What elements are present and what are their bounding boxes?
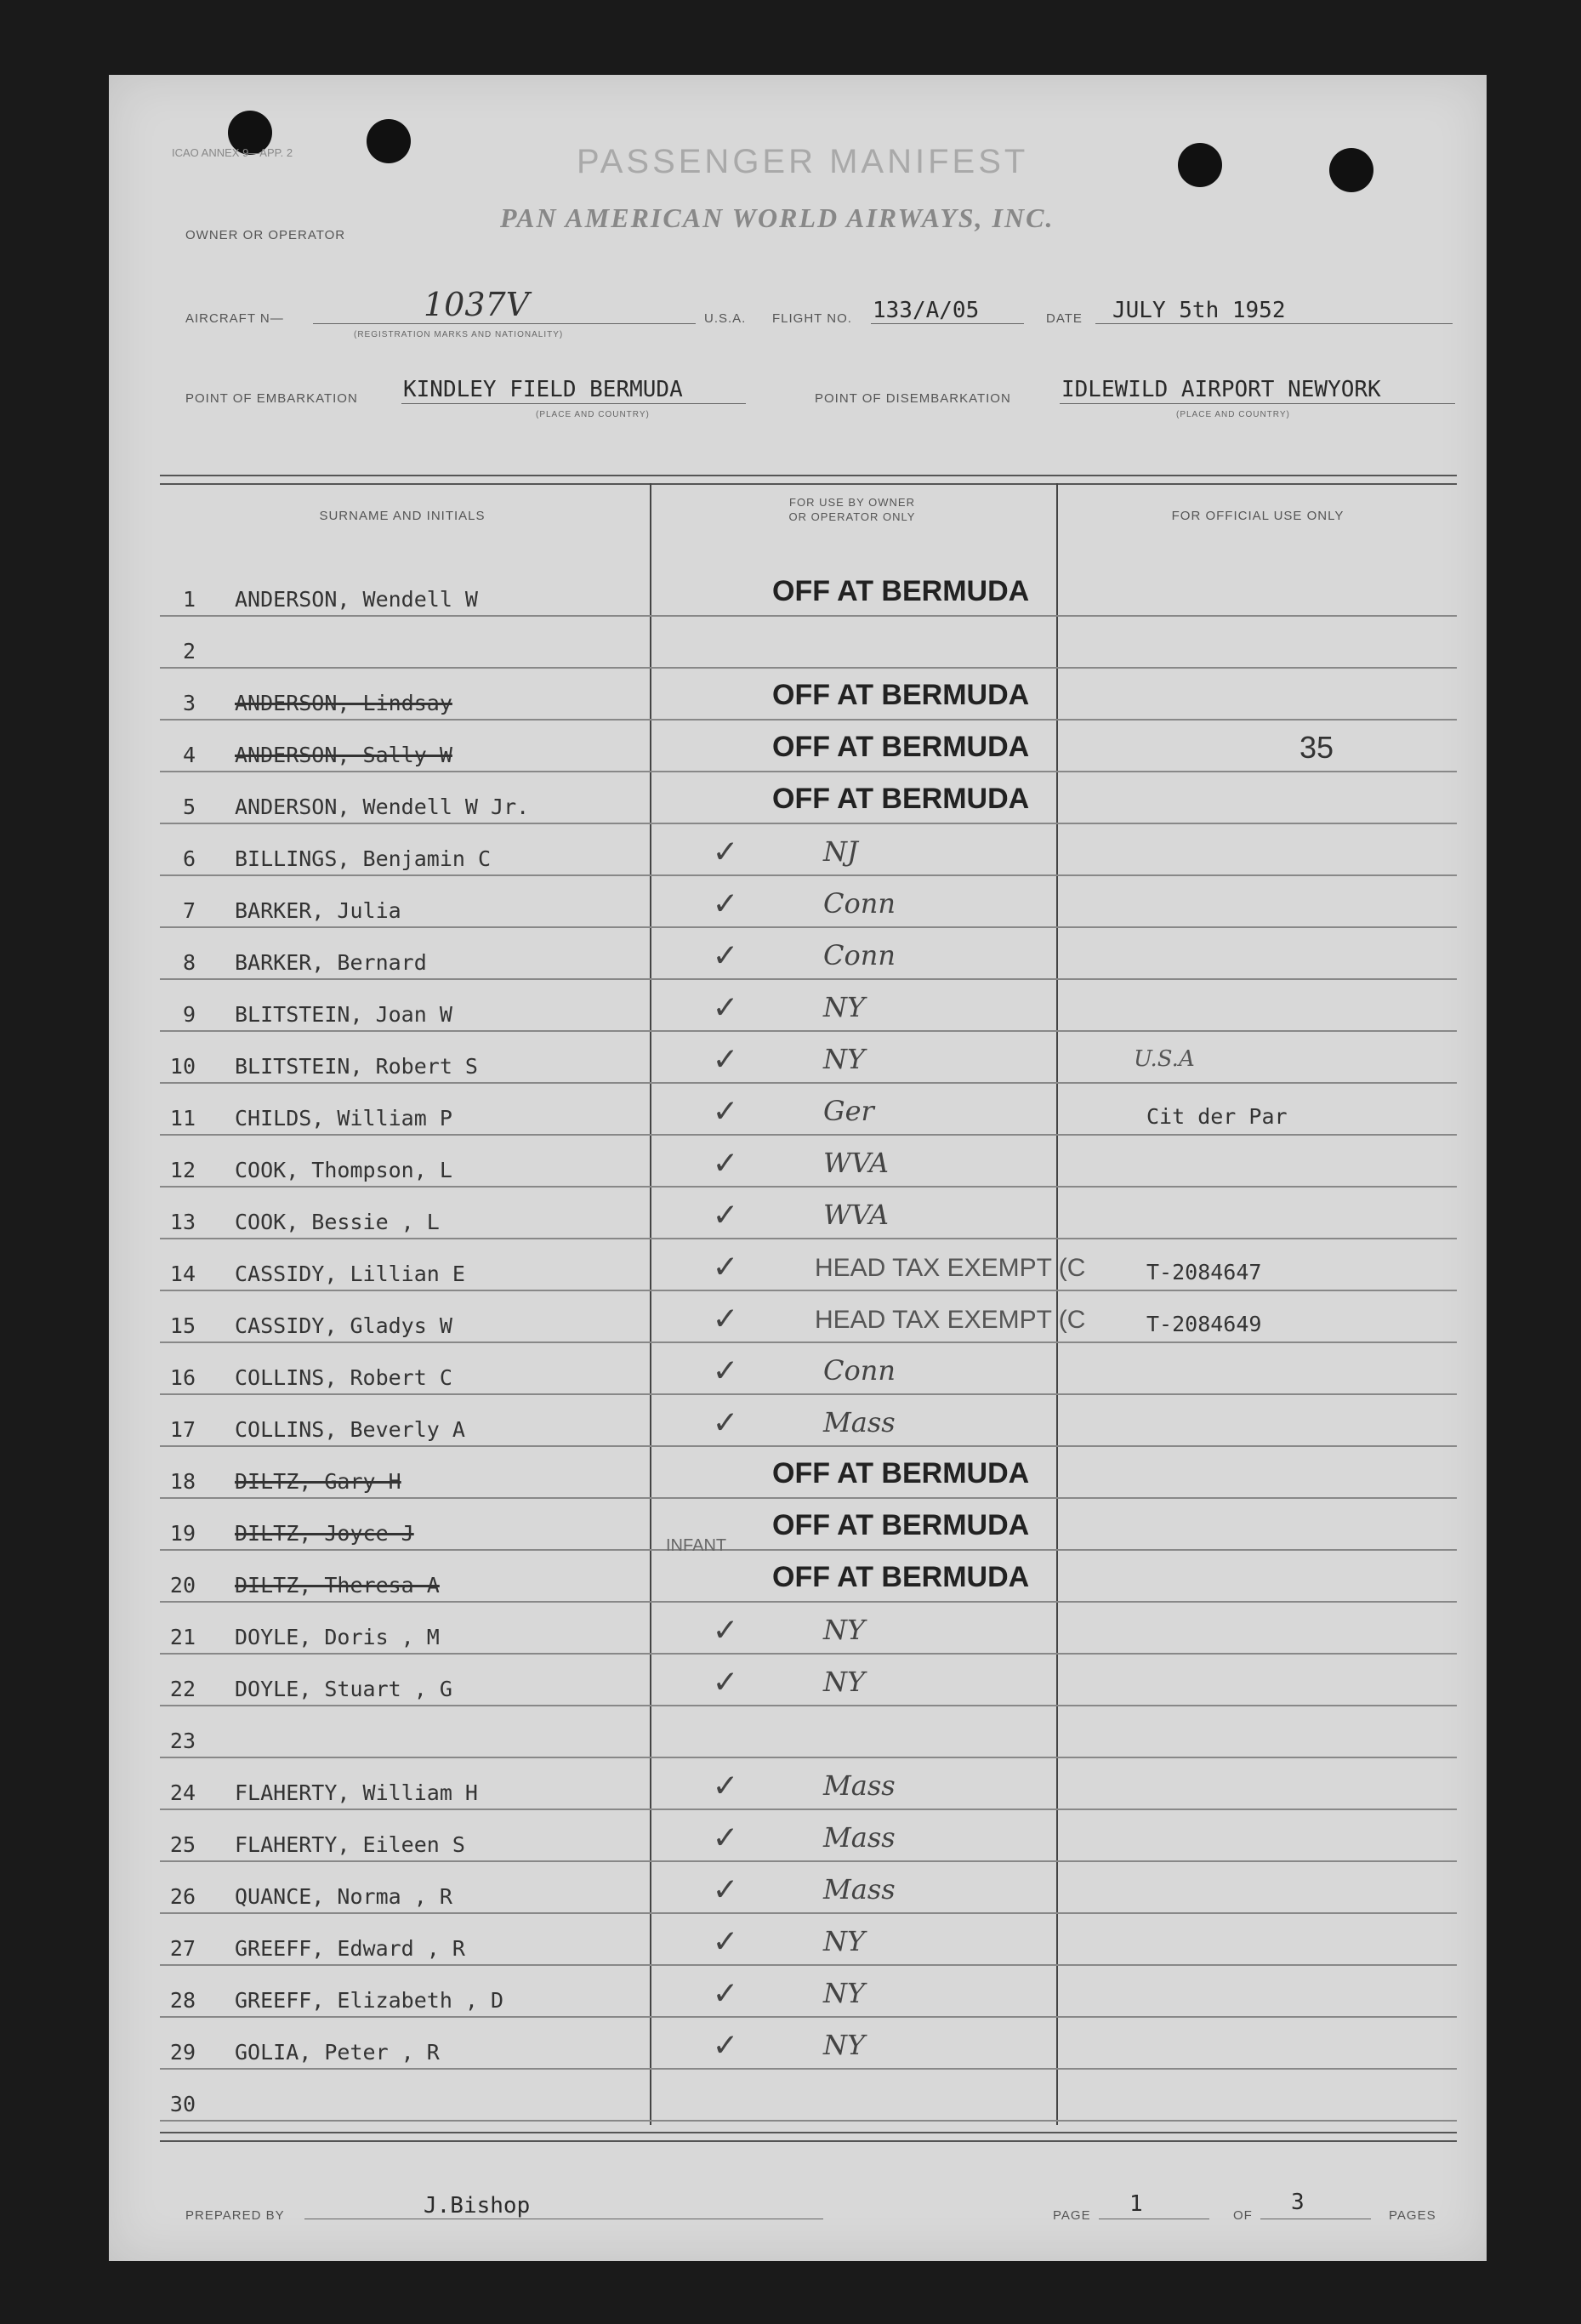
row-number: 27 <box>169 1936 196 1961</box>
row-number: 3 <box>182 691 196 715</box>
table-row <box>160 669 1457 721</box>
prepared-value: J.Bishop <box>424 2193 531 2219</box>
check-mark-icon: ✓ <box>714 1815 736 1857</box>
row-number: 7 <box>182 898 196 923</box>
owner-note: Conn <box>823 1354 896 1387</box>
owner-note: Mass <box>823 1873 896 1905</box>
check-mark-icon: ✓ <box>714 1971 736 2013</box>
prepared-label: PREPARED BY <box>185 2208 285 2223</box>
check-mark-icon: ✓ <box>714 881 736 923</box>
embark-label: POINT OF EMBARKATION <box>185 391 358 406</box>
row-number: 8 <box>182 950 196 975</box>
owner-note: NY <box>823 1977 866 2009</box>
of-label: OF <box>1233 2208 1253 2223</box>
disembark-underline <box>1060 403 1455 404</box>
row-number: 18 <box>169 1469 196 1494</box>
table-row <box>160 1966 1457 2018</box>
punch-hole-4 <box>1329 148 1373 192</box>
table-row <box>160 1603 1457 1655</box>
column-owner-use-line2: OR OPERATOR ONLY <box>788 510 916 523</box>
row-number: 10 <box>169 1054 196 1079</box>
disembark-value: IDLEWILD AIRPORT NEWYORK <box>1061 377 1381 402</box>
table-row <box>160 2070 1457 2122</box>
table-row <box>160 1291 1457 1343</box>
table-row <box>160 1499 1457 1551</box>
passenger-name: QUANCE, Norma , R <box>235 1884 452 1909</box>
passenger-name: FLAHERTY, William H <box>235 1780 478 1805</box>
row-number: 11 <box>169 1106 196 1131</box>
passenger-name: GREEFF, Elizabeth , D <box>235 1988 504 2013</box>
table-row <box>160 1343 1457 1395</box>
owner-note: NY <box>823 1666 866 1698</box>
check-mark-icon: ✓ <box>714 933 736 975</box>
row-number: 20 <box>169 1573 196 1598</box>
table-row <box>160 876 1457 928</box>
of-value: 3 <box>1291 2190 1305 2215</box>
form-code: ICAO ANNEX 9—APP. 2 <box>172 146 293 159</box>
owner-note: Conn <box>823 887 896 920</box>
column-owner-use <box>650 495 1055 524</box>
table-row <box>160 1862 1457 1914</box>
check-mark-icon: ✓ <box>714 1660 736 1701</box>
row-number: 15 <box>169 1313 196 1338</box>
passenger-name: CHILDS, William P <box>235 1106 452 1131</box>
official-note-usa: U.S.A <box>1134 1046 1195 1072</box>
row-number: 19 <box>169 1521 196 1546</box>
table-row <box>160 1551 1457 1603</box>
table-row <box>160 1084 1457 1136</box>
owner-note: NY <box>823 1043 866 1075</box>
owner-note: OFF AT BERMUDA <box>772 1457 1030 1490</box>
row-number: 26 <box>169 1884 196 1909</box>
check-mark-icon: ✓ <box>714 2023 736 2065</box>
form-title: PASSENGER MANIFEST <box>577 143 1029 180</box>
check-mark-icon: ✓ <box>714 1763 736 1805</box>
date-underline <box>1095 323 1453 324</box>
embark-underline <box>401 403 746 404</box>
row-number: 24 <box>169 1780 196 1805</box>
table-row <box>160 1706 1457 1758</box>
row-number: 28 <box>169 1988 196 2013</box>
passenger-name: COLLINS, Robert C <box>235 1365 452 1390</box>
owner-note: HEAD TAX EXEMPT (C <box>815 1306 1086 1334</box>
passenger-name: COLLINS, Beverly A <box>235 1417 465 1442</box>
row-number: 6 <box>182 846 196 871</box>
date-label: DATE <box>1046 311 1083 326</box>
row-number: 2 <box>182 639 196 664</box>
check-mark-icon: ✓ <box>714 1400 736 1442</box>
passenger-name: FLAHERTY, Eileen S <box>235 1832 465 1857</box>
owner-note: Mass <box>823 1769 896 1802</box>
table-row <box>160 1810 1457 1862</box>
passenger-name: GOLIA, Peter , R <box>235 2040 440 2065</box>
row-number: 29 <box>169 2040 196 2065</box>
check-mark-icon: ✓ <box>714 1867 736 1909</box>
owner-note: OFF AT BERMUDA <box>772 783 1030 815</box>
pages-label: PAGES <box>1389 2208 1436 2223</box>
row-number: 21 <box>169 1625 196 1649</box>
punch-hole-3 <box>1178 143 1222 187</box>
passenger-name: BLITSTEIN, Joan W <box>235 1002 452 1027</box>
flight-value: 133/A/05 <box>873 298 980 323</box>
owner-note: OFF AT BERMUDA <box>772 1509 1030 1541</box>
owner-note: Ger <box>823 1095 874 1127</box>
row-number: 4 <box>182 743 196 767</box>
manifest-sheet <box>109 75 1487 2261</box>
table-row <box>160 565 1457 617</box>
embark-sublabel: (PLACE AND COUNTRY) <box>536 410 650 419</box>
table-row <box>160 1655 1457 1706</box>
passenger-name: CASSIDY, Lillian E <box>235 1262 465 1286</box>
passenger-name: BILLINGS, Benjamin C <box>235 846 492 871</box>
table-bottom-rule <box>160 2132 1457 2142</box>
aircraft-sublabel: (REGISTRATION MARKS AND NATIONALITY) <box>354 330 564 339</box>
table-row <box>160 1914 1457 1966</box>
check-mark-icon: ✓ <box>714 1193 736 1234</box>
passenger-name: DILTZ, Theresa A <box>235 1573 440 1598</box>
column-surname: SURNAME AND INITIALS <box>319 509 486 523</box>
disembark-sublabel: (PLACE AND COUNTRY) <box>1176 410 1290 419</box>
aircraft-value: 1037V <box>424 286 530 323</box>
passenger-name: BARKER, Bernard <box>235 950 427 975</box>
table-row <box>160 1188 1457 1239</box>
passenger-name: DILTZ, Joyce J <box>235 1521 414 1546</box>
owner-value: PAN AMERICAN WORLD AIRWAYS, INC. <box>500 202 1055 233</box>
owner-note: Mass <box>823 1406 896 1438</box>
passenger-name: ANDERSON, Lindsay <box>235 691 452 715</box>
check-mark-icon: ✓ <box>714 1141 736 1182</box>
table-row <box>160 721 1457 772</box>
check-mark-icon: ✓ <box>714 1245 736 1286</box>
passenger-name: GREEFF, Edward , R <box>235 1936 465 1961</box>
owner-note: OFF AT BERMUDA <box>772 575 1030 607</box>
row-number: 23 <box>169 1729 196 1753</box>
table-row <box>160 824 1457 876</box>
row-number: 25 <box>169 1832 196 1857</box>
check-mark-icon: ✓ <box>714 1348 736 1390</box>
passenger-name: DOYLE, Stuart , G <box>235 1677 452 1701</box>
table-row <box>160 980 1457 1032</box>
row-number: 9 <box>182 1002 196 1027</box>
owner-note: OFF AT BERMUDA <box>772 1561 1030 1593</box>
row-number: 16 <box>169 1365 196 1390</box>
page-value: 1 <box>1129 2191 1143 2217</box>
check-mark-icon: ✓ <box>714 1919 736 1961</box>
row-number: 22 <box>169 1677 196 1701</box>
row-number: 5 <box>182 795 196 819</box>
owner-label: OWNER OR OPERATOR <box>185 228 346 242</box>
check-mark-icon: ✓ <box>714 829 736 871</box>
aircraft-underline <box>313 323 696 324</box>
punch-hole-2 <box>367 119 411 163</box>
row-number: 1 <box>182 587 196 612</box>
passenger-name: CASSIDY, Gladys W <box>235 1313 452 1338</box>
check-mark-icon: ✓ <box>714 1296 736 1338</box>
table-row <box>160 1136 1457 1188</box>
table-row <box>160 1447 1457 1499</box>
disembark-label: POINT OF DISEMBARKATION <box>815 391 1011 406</box>
infant-note: INFANT <box>666 1536 727 1555</box>
embark-value: KINDLEY FIELD BERMUDA <box>403 377 683 402</box>
official-note: 35 <box>1299 730 1334 765</box>
table-row <box>160 1239 1457 1291</box>
table-row <box>160 2018 1457 2070</box>
owner-note: OFF AT BERMUDA <box>772 679 1030 711</box>
nationality: U.S.A. <box>704 311 747 326</box>
owner-note: NY <box>823 991 866 1023</box>
owner-note: WVA <box>823 1199 889 1231</box>
passenger-name: COOK, Bessie , L <box>235 1210 440 1234</box>
check-mark-icon: ✓ <box>714 985 736 1027</box>
table-row <box>160 928 1457 980</box>
column-official: FOR OFFICIAL USE ONLY <box>1171 509 1345 523</box>
owner-note: Conn <box>823 939 896 971</box>
passenger-name: COOK, Thompson, L <box>235 1158 452 1182</box>
row-number: 30 <box>169 2092 196 2116</box>
official-note: Cit der Par <box>1146 1104 1288 1129</box>
check-mark-icon: ✓ <box>714 1089 736 1131</box>
table-row <box>160 617 1457 669</box>
row-number: 12 <box>169 1158 196 1182</box>
passenger-name: ANDERSON, Wendell W Jr. <box>235 795 530 819</box>
owner-note: WVA <box>823 1147 889 1179</box>
official-note: T-2084649 <box>1146 1312 1262 1336</box>
owner-note: NJ <box>823 835 858 868</box>
table-row <box>160 1758 1457 1810</box>
owner-note: OFF AT BERMUDA <box>772 731 1030 763</box>
passenger-name: ANDERSON, Sally W <box>235 743 452 767</box>
row-number: 13 <box>169 1210 196 1234</box>
table-top-rule <box>160 475 1457 485</box>
owner-note: HEAD TAX EXEMPT (C <box>815 1254 1086 1282</box>
owner-note: NY <box>823 1614 866 1646</box>
passenger-name: ANDERSON, Wendell W <box>235 587 478 612</box>
passenger-name: BLITSTEIN, Robert S <box>235 1054 478 1079</box>
official-note: T-2084647 <box>1146 1260 1262 1284</box>
owner-note: NY <box>823 2029 866 2061</box>
passenger-name: DOYLE, Doris , M <box>235 1625 440 1649</box>
date-value: JULY 5th 1952 <box>1112 298 1286 323</box>
flight-label: FLIGHT NO. <box>772 311 852 326</box>
table-row <box>160 772 1457 824</box>
flight-underline <box>871 323 1024 324</box>
owner-note: NY <box>823 1925 866 1957</box>
passenger-name: BARKER, Julia <box>235 898 401 923</box>
passenger-name: DILTZ, Gary H <box>235 1469 401 1494</box>
row-number: 17 <box>169 1417 196 1442</box>
row-number: 14 <box>169 1262 196 1286</box>
table-row <box>160 1032 1457 1084</box>
check-mark-icon: ✓ <box>714 1608 736 1649</box>
owner-note: Mass <box>823 1821 896 1854</box>
table-row <box>160 1395 1457 1447</box>
column-owner-use-line1: FOR USE BY OWNER <box>789 496 915 509</box>
page-label: PAGE <box>1053 2208 1091 2223</box>
row-rule <box>160 2120 1457 2122</box>
check-mark-icon: ✓ <box>714 1037 736 1079</box>
aircraft-label: AIRCRAFT N— <box>185 311 284 326</box>
